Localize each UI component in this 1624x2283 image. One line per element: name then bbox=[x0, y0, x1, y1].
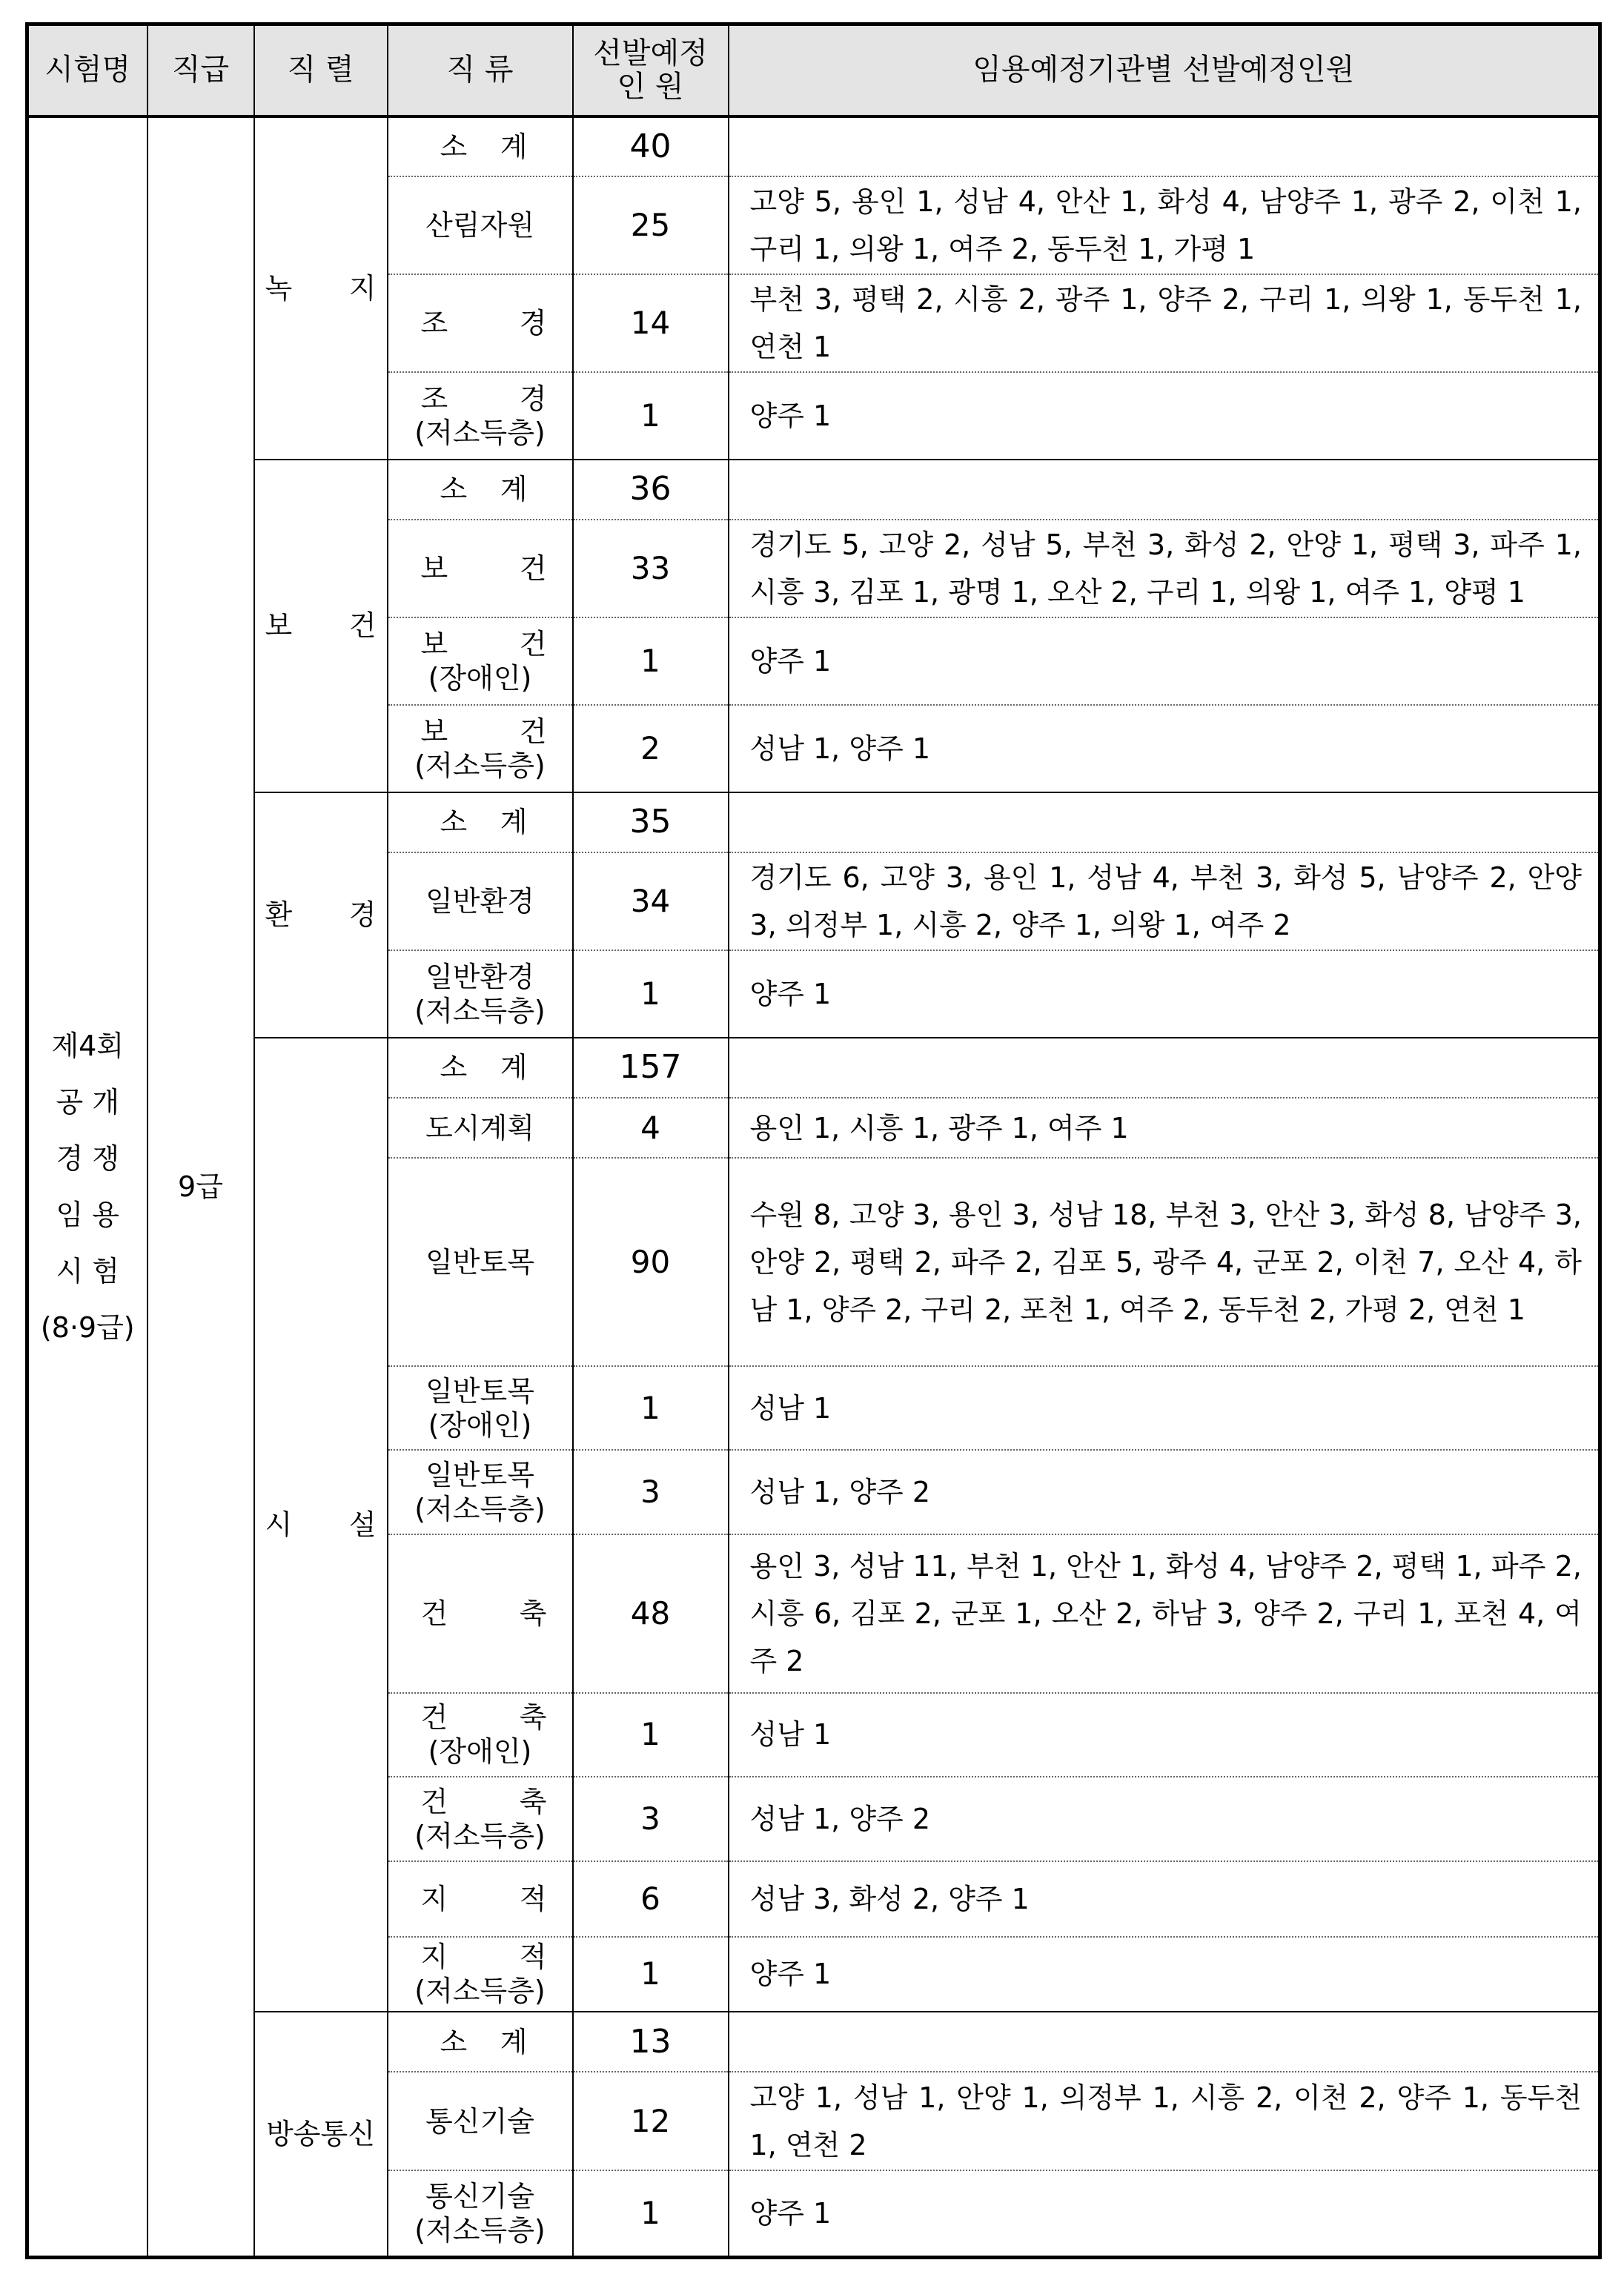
planned-count-cell: 90 bbox=[573, 1158, 729, 1365]
planned-count-cell: 1 bbox=[573, 1693, 729, 1777]
category-label bbox=[388, 627, 572, 661]
category-cell bbox=[388, 1861, 573, 1937]
category-cell bbox=[388, 1366, 573, 1451]
category-cell bbox=[388, 950, 573, 1038]
category-qualifier: (저소득층) bbox=[414, 1975, 546, 2008]
table-body bbox=[27, 116, 1600, 2258]
category-label-part: 축 bbox=[519, 1786, 547, 1819]
category-label-part: 지 bbox=[420, 1941, 448, 1974]
category-cell bbox=[388, 1450, 573, 1534]
exam-name-cell bbox=[27, 116, 148, 2258]
series-label-part: 환 bbox=[265, 898, 293, 932]
category-label-part: 축 bbox=[519, 1701, 547, 1734]
category-cell bbox=[388, 1158, 573, 1365]
header-grade: 직급 bbox=[148, 24, 254, 116]
category-label-part: 소 bbox=[440, 473, 468, 506]
category-cell bbox=[388, 1693, 573, 1777]
category-label-part: 건 bbox=[420, 1786, 448, 1819]
distribution-cell: 양주 1 bbox=[729, 617, 1600, 705]
subtotal-row bbox=[27, 1038, 1600, 1098]
series-label-part: 녹 bbox=[265, 271, 293, 305]
category-cell bbox=[388, 2072, 573, 2170]
category-label-part: 조 bbox=[420, 306, 448, 339]
distribution-cell: 경기도 5, 고양 2, 성남 5, 부천 3, 화성 2, 안양 1, 평택 3, 파주 1, 시흥 3, 김포 1, 광명 1, 오산 2, 구리 1, 의왕 1, 여주 1, 양평 1 bbox=[729, 520, 1600, 617]
series-cell bbox=[254, 792, 388, 1038]
planned-count-cell: 34 bbox=[573, 852, 729, 950]
category-label bbox=[388, 472, 572, 506]
planned-count-cell: 1 bbox=[573, 950, 729, 1038]
distribution-cell: 경기도 6, 고양 3, 용인 1, 성남 4, 부천 3, 화성 5, 남양주 2, 안양 3, 의정부 1, 시흥 2, 양주 1, 의왕 1, 여주 2 bbox=[729, 852, 1600, 950]
series-label bbox=[255, 265, 387, 312]
subtotal-row bbox=[27, 2012, 1600, 2072]
category-qualifier: (장애인) bbox=[428, 661, 532, 695]
category-label-part: 건 bbox=[519, 715, 547, 748]
category-cell bbox=[388, 2170, 573, 2258]
category-qualifier: (저소득층) bbox=[414, 416, 546, 449]
category-label-part: 계 bbox=[500, 2025, 528, 2058]
distribution-cell bbox=[729, 792, 1600, 852]
distribution-cell bbox=[729, 1038, 1600, 1098]
distribution-cell: 성남 1, 양주 2 bbox=[729, 1777, 1600, 1861]
category-label-part: 경 bbox=[519, 306, 547, 339]
planned-count-cell: 3 bbox=[573, 1450, 729, 1534]
series-label-part: 설 bbox=[348, 1508, 377, 1541]
series-label-part: 보 bbox=[265, 609, 293, 643]
category-label: 일반환경 bbox=[425, 960, 534, 993]
category-label-part: 소 bbox=[440, 130, 468, 163]
category-label bbox=[388, 306, 572, 340]
distribution-cell: 부천 3, 평택 2, 시흥 2, 광주 1, 양주 2, 구리 1, 의왕 1, 동두천 1, 연천 1 bbox=[729, 274, 1600, 372]
distribution-cell bbox=[729, 460, 1600, 520]
category-cell bbox=[388, 852, 573, 950]
category-cell bbox=[388, 274, 573, 372]
category-label bbox=[388, 130, 572, 164]
category-label-part: 보 bbox=[420, 715, 448, 748]
distribution-cell: 성남 1, 양주 2 bbox=[729, 1450, 1600, 1534]
distribution-cell bbox=[729, 2012, 1600, 2072]
planned-count-cell: 40 bbox=[573, 116, 729, 176]
category-label-part: 계 bbox=[500, 806, 528, 839]
category-label-part: 지 bbox=[420, 1882, 448, 1915]
series-cell bbox=[254, 460, 388, 792]
planned-count-cell: 13 bbox=[573, 2012, 729, 2072]
category-cell bbox=[388, 1937, 573, 2012]
distribution-cell: 용인 3, 성남 11, 부천 1, 안산 1, 화성 4, 남양주 2, 평택 1, 파주 2, 시흥 6, 김포 2, 군포 1, 오산 2, 하남 3, 양주 2, 구리 1, 포천 4, 여주 2 bbox=[729, 1534, 1600, 1692]
category-label-part: 조 bbox=[420, 382, 448, 415]
category-cell bbox=[388, 460, 573, 520]
category-cell bbox=[388, 705, 573, 792]
planned-count-cell: 4 bbox=[573, 1098, 729, 1158]
category-label: 일반환경 bbox=[425, 884, 534, 918]
distribution-cell: 수원 8, 고양 3, 용인 3, 성남 18, 부천 3, 안산 3, 화성 8, 남양주 3, 안양 2, 평택 2, 파주 2, 김포 5, 광주 4, 군포 2, 이천 7, 오산 4, 하남 1, 양주 2, 구리 2, 포천 1, 여주 2, 동두천 2, 가평 2, 연천 1 bbox=[729, 1158, 1600, 1365]
category-cell bbox=[388, 792, 573, 852]
planned-count-cell: 3 bbox=[573, 1777, 729, 1861]
planned-count-cell: 25 bbox=[573, 176, 729, 274]
header-planned-line2: 인 원 bbox=[617, 69, 684, 104]
category-label bbox=[388, 1050, 572, 1084]
planned-count-cell: 14 bbox=[573, 274, 729, 372]
category-label: 일반토목 bbox=[425, 1245, 534, 1279]
category-label-part: 보 bbox=[420, 551, 448, 585]
category-cell bbox=[388, 1038, 573, 1098]
planned-count-cell: 35 bbox=[573, 792, 729, 852]
category-label bbox=[388, 382, 572, 416]
series-label-part: 경 bbox=[348, 898, 377, 932]
category-cell bbox=[388, 1534, 573, 1692]
category-cell bbox=[388, 116, 573, 176]
category-cell bbox=[388, 520, 573, 617]
exam-name-line: (8·9급) bbox=[40, 1311, 135, 1344]
subtotal-row bbox=[27, 460, 1600, 520]
category-qualifier: (저소득층) bbox=[414, 749, 546, 782]
category-qualifier: (장애인) bbox=[428, 1735, 532, 1769]
planned-count-cell: 33 bbox=[573, 520, 729, 617]
category-qualifier: (저소득층) bbox=[414, 1820, 546, 1853]
category-label: 일반토목 bbox=[425, 1374, 534, 1408]
category-label-part: 소 bbox=[440, 806, 468, 839]
series-label bbox=[255, 1501, 387, 1548]
category-label: 일반토목 bbox=[425, 1459, 534, 1492]
category-qualifier: (저소득층) bbox=[414, 1493, 546, 1526]
header-category: 직 류 bbox=[388, 24, 573, 116]
category-label-part: 소 bbox=[440, 2025, 468, 2058]
category-label-part: 적 bbox=[519, 1882, 547, 1915]
header-distribution: 임용예정기관별 선발예정인원 bbox=[729, 24, 1600, 116]
category-label: 도시계획 bbox=[425, 1111, 534, 1144]
category-label bbox=[388, 551, 572, 586]
category-label-part: 보 bbox=[420, 627, 448, 660]
series-cell bbox=[254, 1038, 388, 2012]
category-qualifier: (장애인) bbox=[428, 1408, 532, 1442]
category-label-part: 건 bbox=[519, 551, 547, 585]
planned-count-cell: 2 bbox=[573, 705, 729, 792]
series-label bbox=[255, 602, 387, 649]
planned-count-cell: 6 bbox=[573, 1861, 729, 1937]
planned-count-cell: 1 bbox=[573, 1366, 729, 1451]
header-planned-count bbox=[573, 24, 729, 116]
series-label-part: 지 bbox=[348, 271, 377, 305]
category-label-part: 계 bbox=[500, 473, 528, 506]
category-label-part: 계 bbox=[500, 130, 528, 163]
distribution-cell: 성남 1 bbox=[729, 1693, 1600, 1777]
category-label-part: 소 bbox=[440, 1051, 468, 1084]
distribution-cell: 양주 1 bbox=[729, 2170, 1600, 2258]
category-cell bbox=[388, 617, 573, 705]
header-series: 직 렬 bbox=[254, 24, 388, 116]
category-label bbox=[388, 1700, 572, 1734]
planned-count-cell: 157 bbox=[573, 1038, 729, 1098]
subtotal-row bbox=[27, 116, 1600, 176]
category-label: 통신기술 bbox=[425, 2104, 534, 2138]
exam-name-line: 제4회 bbox=[51, 1029, 125, 1062]
category-label-part: 건 bbox=[420, 1597, 448, 1630]
category-label bbox=[388, 1940, 572, 1974]
series-cell bbox=[254, 116, 388, 460]
category-label-part: 축 bbox=[519, 1597, 547, 1630]
distribution-cell: 양주 1 bbox=[729, 950, 1600, 1038]
category-label-part: 건 bbox=[420, 1701, 448, 1734]
planned-count-cell: 1 bbox=[573, 372, 729, 460]
grade-cell: 9급 bbox=[148, 116, 254, 2258]
category-cell bbox=[388, 1777, 573, 1861]
series-label bbox=[255, 891, 387, 938]
distribution-cell: 양주 1 bbox=[729, 1937, 1600, 2012]
planned-count-cell: 12 bbox=[573, 2072, 729, 2170]
category-cell bbox=[388, 176, 573, 274]
category-cell bbox=[388, 372, 573, 460]
distribution-cell: 용인 1, 시흥 1, 광주 1, 여주 1 bbox=[729, 1098, 1600, 1158]
category-label bbox=[388, 715, 572, 749]
exam-name-line: 경 쟁 bbox=[56, 1142, 119, 1175]
subtotal-row bbox=[27, 792, 1600, 852]
category-label bbox=[388, 1882, 572, 1916]
category-label-part: 건 bbox=[519, 627, 547, 660]
planned-count-cell: 1 bbox=[573, 2170, 729, 2258]
distribution-cell: 양주 1 bbox=[729, 372, 1600, 460]
category-label-part: 계 bbox=[500, 1051, 528, 1084]
distribution-cell: 성남 1, 양주 1 bbox=[729, 705, 1600, 792]
distribution-cell: 고양 1, 성남 1, 안양 1, 의정부 1, 시흥 2, 이천 2, 양주 1, 동두천 1, 연천 2 bbox=[729, 2072, 1600, 2170]
category-label bbox=[388, 2025, 572, 2059]
planned-count-cell: 48 bbox=[573, 1534, 729, 1692]
category-cell bbox=[388, 1098, 573, 1158]
series-label-part: 시 bbox=[265, 1508, 293, 1541]
category-label-part: 적 bbox=[519, 1941, 547, 1974]
category-label bbox=[388, 1597, 572, 1631]
category-cell bbox=[388, 2012, 573, 2072]
distribution-cell: 고양 5, 용인 1, 성남 4, 안산 1, 화성 4, 남양주 1, 광주 2, 이천 1, 구리 1, 의왕 1, 여주 2, 동두천 1, 가평 1 bbox=[729, 176, 1600, 274]
category-label-part: 경 bbox=[519, 382, 547, 415]
series-label-part: 건 bbox=[348, 609, 377, 643]
category-label bbox=[388, 805, 572, 839]
exam-name-line: 공 개 bbox=[56, 1085, 119, 1119]
exam-name-line: 시 험 bbox=[56, 1254, 119, 1288]
header-planned-line1: 선발예정 bbox=[593, 36, 708, 70]
series-cell bbox=[254, 2012, 388, 2257]
category-label: 통신기술 bbox=[425, 2179, 534, 2213]
planned-count-cell: 1 bbox=[573, 1937, 729, 2012]
recruitment-table bbox=[25, 22, 1602, 2259]
category-qualifier: (저소득층) bbox=[414, 2213, 546, 2247]
distribution-cell bbox=[729, 116, 1600, 176]
distribution-cell: 성남 1 bbox=[729, 1366, 1600, 1451]
planned-count-cell: 1 bbox=[573, 617, 729, 705]
header-exam-name: 시험명 bbox=[27, 24, 148, 116]
exam-name-line: 임 용 bbox=[56, 1198, 119, 1231]
category-label: 산림자원 bbox=[425, 208, 534, 242]
category-label bbox=[388, 1785, 572, 1819]
header-row bbox=[27, 24, 1600, 116]
category-qualifier: (저소득층) bbox=[414, 994, 546, 1027]
planned-count-cell: 36 bbox=[573, 460, 729, 520]
distribution-cell: 성남 3, 화성 2, 양주 1 bbox=[729, 1861, 1600, 1937]
series-label: 방송통신 bbox=[266, 2118, 375, 2151]
